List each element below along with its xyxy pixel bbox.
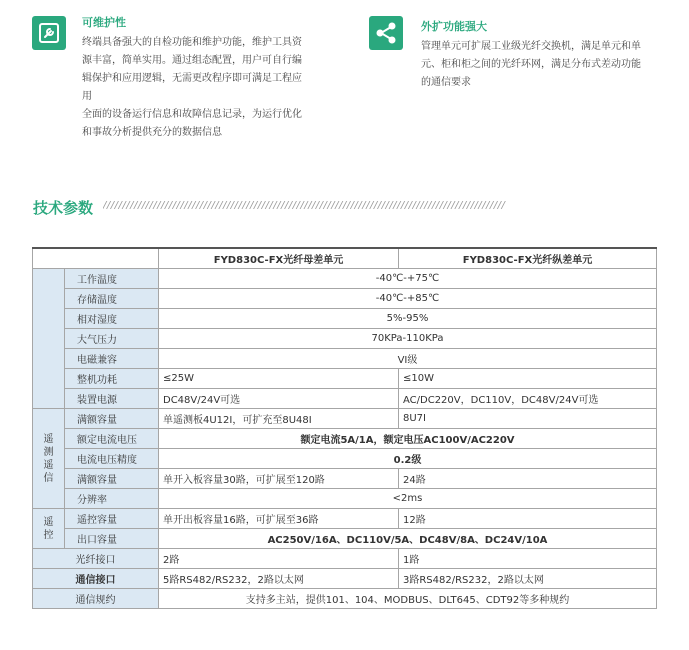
row-value: AC250V/16A、DC110V/5A、DC48V/8A、DC24V/10A xyxy=(159,529,657,549)
wrench-icon xyxy=(32,16,66,50)
feature-line: 用 xyxy=(82,91,92,102)
table-row xyxy=(33,469,657,489)
row-value-a: DC48V/24V可选 xyxy=(159,389,399,409)
row-value-b: 24路 xyxy=(399,469,657,489)
table-row xyxy=(33,509,657,529)
feature-line: 元、柜和柜之间的光纤环网，满足分布式差动功能 xyxy=(421,59,641,70)
header-busbar-unit: FYD830C-FX光纤母差单元 xyxy=(159,248,399,269)
section-title: 技术参数 xyxy=(33,199,94,217)
table-row xyxy=(33,349,657,369)
row-value-a: 5路RS482/RS232，2路以太网 xyxy=(159,569,399,589)
feature-line: 和事故分析提供充分的数据信息 xyxy=(82,127,222,138)
row-label: 存储温度 xyxy=(65,289,159,309)
row-value-a: 单开入板容量30路，可扩展至120路 xyxy=(159,469,399,489)
group-remote-control-label: 遥控 xyxy=(43,516,54,541)
row-label: 电磁兼容 xyxy=(65,349,159,369)
feature-line: 终端具备强大的自检功能和维护功能，维护工具资 xyxy=(82,37,302,48)
table-row xyxy=(33,329,657,349)
table-row xyxy=(33,309,657,329)
row-value-a: ≤25W xyxy=(159,369,399,389)
row-value: 支持多主站，提供101、104、MODBUS、DLT645、CDT92等多种规约 xyxy=(159,589,657,609)
feature-line: 源丰富，简单实用。通过组态配置，用户可自行编 xyxy=(82,55,302,66)
row-value-b: AC/DC220V，DC110V，DC48V/24V可选 xyxy=(399,389,657,409)
feature-title-maintainability: 可维护性 xyxy=(82,16,126,29)
row-label: 整机功耗 xyxy=(65,369,159,389)
table-header-row xyxy=(33,248,657,269)
section-divider: //////////////////////////////////////////////////////////////////////////////////////////////////////// xyxy=(103,200,506,211)
row-value: -40℃-+85℃ xyxy=(159,289,657,309)
feature-text-maintainability xyxy=(82,34,302,142)
share-icon xyxy=(369,16,403,50)
table-row xyxy=(33,269,657,289)
row-label: 通信接口 xyxy=(33,569,159,589)
feature-line: 的通信要求 xyxy=(421,77,471,88)
table-row xyxy=(33,449,657,469)
row-value-b: 3路RS482/RS232，2路以太网 xyxy=(399,569,657,589)
row-value-b: 1路 xyxy=(399,549,657,569)
row-label: 通信规约 xyxy=(33,589,159,609)
table-row xyxy=(33,489,657,509)
table-row xyxy=(33,549,657,569)
row-label: 满额容量 xyxy=(65,469,159,489)
row-value-a: 单开出板容量16路，可扩展至36路 xyxy=(159,509,399,529)
table-row xyxy=(33,409,657,429)
row-value: <2ms xyxy=(159,489,657,509)
table-row xyxy=(33,589,657,609)
row-label: 装置电源 xyxy=(65,389,159,409)
header-line-unit: FYD830C-FX光纤纵差单元 xyxy=(399,248,657,269)
row-value-a: 2路 xyxy=(159,549,399,569)
row-value: 额定电流5A/1A，额定电压AC100V/AC220V xyxy=(159,429,657,449)
row-label: 分辨率 xyxy=(65,489,159,509)
row-label: 光纤接口 xyxy=(33,549,159,569)
group-telemetry-label: 遥测遥信 xyxy=(43,433,54,484)
row-value-b: 12路 xyxy=(399,509,657,529)
row-value: 0.2级 xyxy=(159,449,657,469)
spec-table xyxy=(32,247,657,609)
feature-line: 辑保护和应用逻辑，无需更改程序即可满足工程应 xyxy=(82,73,302,84)
row-label: 工作温度 xyxy=(65,269,159,289)
group-remote-control xyxy=(33,509,65,549)
feature-line: 全面的设备运行信息和故障信息记录，为运行优化 xyxy=(82,109,302,120)
row-label: 遥控容量 xyxy=(65,509,159,529)
group-general xyxy=(33,269,65,409)
group-telemetry xyxy=(33,409,65,509)
row-label: 大气压力 xyxy=(65,329,159,349)
header-blank xyxy=(33,248,159,269)
row-value-a: 单遥测板4U12I，可扩充至8U48I xyxy=(159,409,399,429)
feature-line: 管理单元可扩展工业级光纤交换机，满足单元和单 xyxy=(421,41,641,52)
row-value: -40℃-+75℃ xyxy=(159,269,657,289)
table-row xyxy=(33,529,657,549)
table-row xyxy=(33,369,657,389)
row-value-b: 8U7I xyxy=(399,409,657,429)
table-row xyxy=(33,389,657,409)
row-label: 额定电流电压 xyxy=(65,429,159,449)
row-label: 电流电压精度 xyxy=(65,449,159,469)
feature-text-expansion xyxy=(421,38,641,92)
row-value: VI级 xyxy=(159,349,657,369)
row-label: 出口容量 xyxy=(65,529,159,549)
row-value: 70KPa-110KPa xyxy=(159,329,657,349)
table-row xyxy=(33,429,657,449)
table-row xyxy=(33,289,657,309)
row-value: 5%-95% xyxy=(159,309,657,329)
row-label: 满额容量 xyxy=(65,409,159,429)
table-row xyxy=(33,569,657,589)
row-label: 相对湿度 xyxy=(65,309,159,329)
row-value-b: ≤10W xyxy=(399,369,657,389)
feature-title-expansion: 外扩功能强大 xyxy=(421,20,487,33)
